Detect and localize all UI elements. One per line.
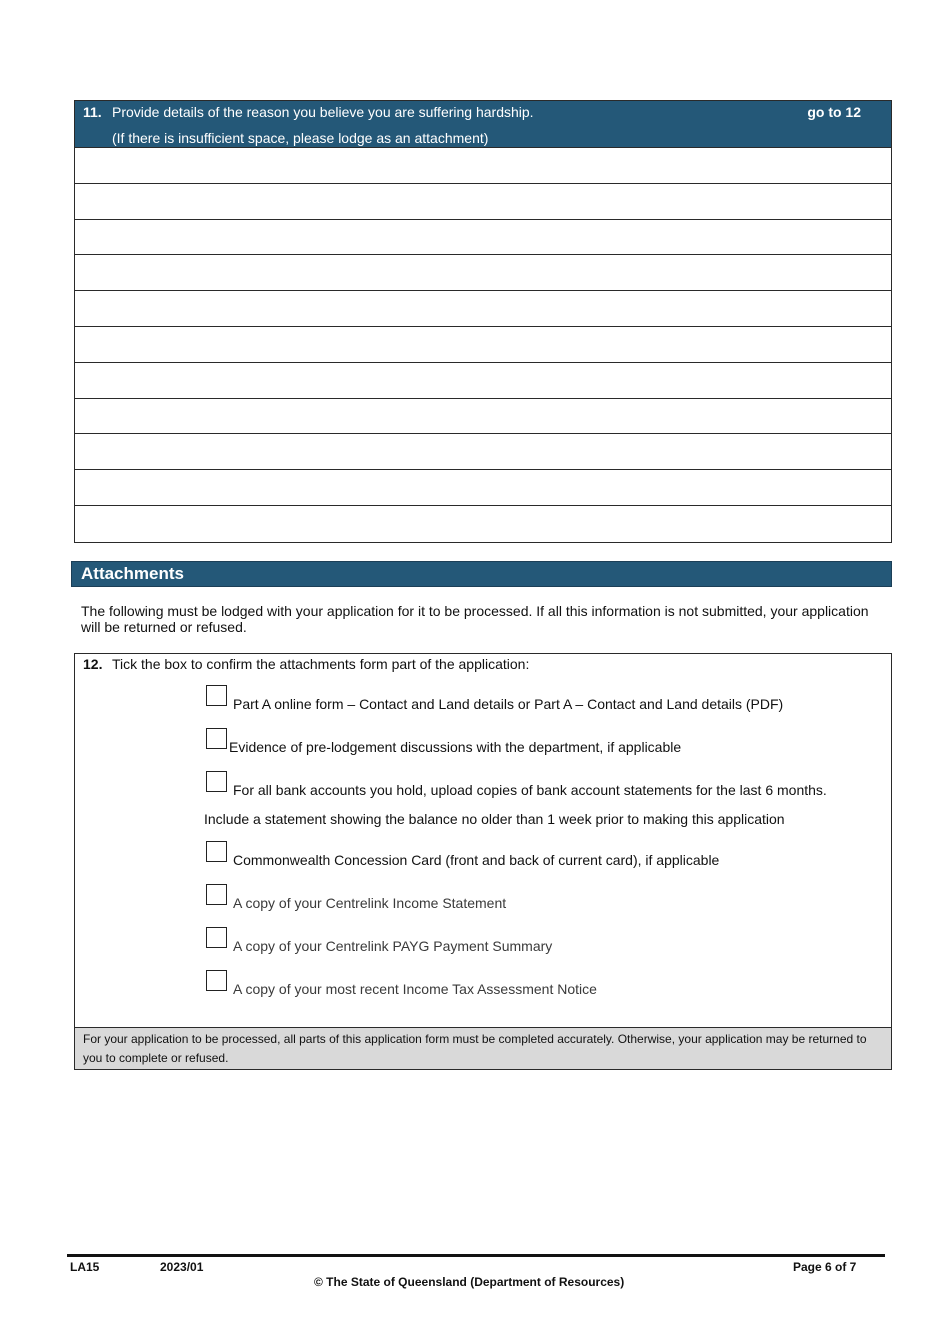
checkbox-concession-card[interactable] — [206, 841, 227, 862]
question-number: 11. — [83, 104, 102, 120]
checkbox-label: For all bank accounts you hold, upload copies of bank account statements for the last 6 months. — [233, 782, 827, 798]
hardship-line-input[interactable] — [75, 434, 891, 470]
question-11-section — [74, 100, 892, 543]
question-subtext: (If there is insufficient space, please lodge as an attachment) — [112, 130, 489, 146]
checkbox-label: Evidence of pre-lodgement discussions with the department, if applicable — [229, 739, 682, 755]
hardship-line-input[interactable] — [75, 255, 891, 291]
checkbox-label: A copy of your Centrelink Income Statement — [233, 895, 507, 911]
hardship-line-input[interactable] — [75, 291, 891, 327]
checkbox-label: A copy of your most recent Income Tax Assessment Notice — [233, 981, 597, 997]
hardship-line-input[interactable] — [75, 327, 891, 363]
attachment-item-tax-assessment — [206, 970, 597, 997]
question-text: Provide details of the reason you believe you are suffering hardship. — [112, 104, 534, 120]
checkbox-bank-statements[interactable] — [206, 771, 227, 792]
attachments-intro: The following must be lodged with your application for it to be processed. If all this information is not submitted, your application will be returned or refused. — [81, 603, 869, 635]
goto-instruction: go to 12 — [807, 104, 861, 120]
footer-version: 2023/01 — [160, 1260, 204, 1274]
attachments-heading: Attachments — [71, 561, 892, 587]
footer-divider — [67, 1254, 885, 1257]
attachment-item-part-a — [206, 685, 783, 712]
footer-page-number: Page 6 of 7 — [793, 1260, 857, 1274]
attachment-item-payg-summary — [206, 927, 552, 954]
question-text: Tick the box to confirm the attachments form part of the application: — [112, 656, 530, 672]
question-12-section — [74, 653, 892, 1028]
footer-copyright: © The State of Queensland (Department of Resources) — [314, 1275, 625, 1289]
hardship-line-input[interactable] — [75, 470, 891, 506]
hardship-line-input[interactable] — [75, 220, 891, 256]
completion-notice: For your application to be processed, all parts of this application form must be completed accurately. Otherwise, your application may be returned to you to complete or refused. — [74, 1027, 892, 1070]
checkbox-income-statement[interactable] — [206, 884, 227, 905]
question-number: 12. — [83, 656, 103, 672]
hardship-line-input[interactable] — [75, 363, 891, 399]
attachment-item-bank-statements — [206, 771, 827, 798]
attachment-item-concession-card — [206, 841, 719, 868]
checkbox-pre-lodgement[interactable] — [206, 728, 227, 749]
attachment-item-pre-lodgement — [206, 728, 681, 755]
hardship-line-input[interactable] — [75, 184, 891, 220]
checkbox-label: Commonwealth Concession Card (front and back of current card), if applicable — [233, 852, 720, 868]
checkbox-label: A copy of your Centrelink PAYG Payment Summary — [233, 938, 553, 954]
hardship-line-input[interactable] — [75, 506, 891, 542]
hardship-line-input[interactable] — [75, 148, 891, 184]
question-11-header — [75, 101, 891, 148]
hardship-line-input[interactable] — [75, 399, 891, 435]
attachment-item-income-statement — [206, 884, 506, 911]
checkbox-label: Part A online form – Contact and Land details or Part A – Contact and Land details (PDF) — [233, 696, 784, 712]
footer-form-code: LA15 — [70, 1260, 100, 1274]
bank-statement-note: Include a statement showing the balance no older than 1 week prior to making this application — [204, 811, 785, 827]
checkbox-part-a[interactable] — [206, 685, 227, 706]
checkbox-tax-assessment[interactable] — [206, 970, 227, 991]
hardship-lines — [75, 148, 891, 542]
checkbox-payg-summary[interactable] — [206, 927, 227, 948]
